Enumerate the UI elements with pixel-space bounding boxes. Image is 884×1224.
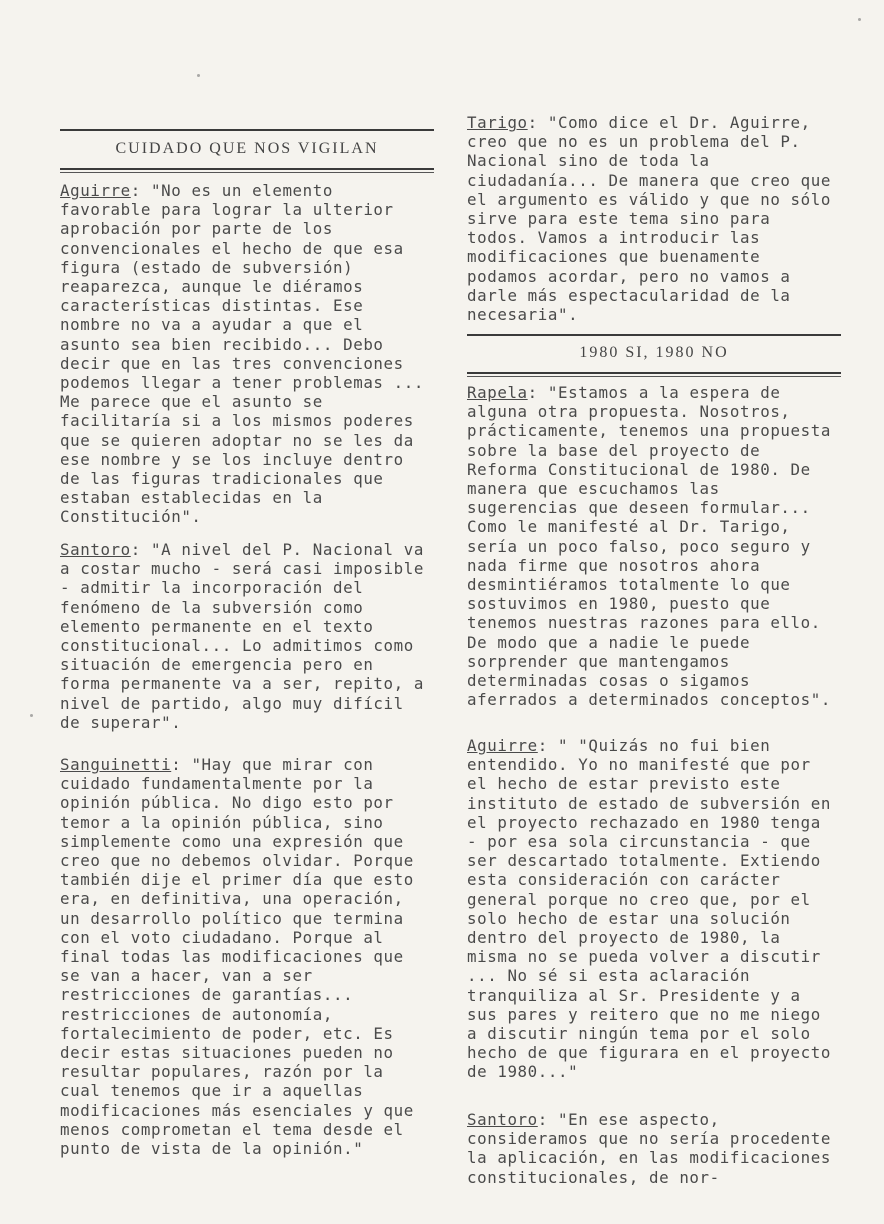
paragraph-rapela [467,383,841,709]
quote-text: : "Hay que mirar con cuidado fundamentalmente por la opinión pública. No digo esto por temor a la opinión pública, sino simplemente como una expresión que creo que no debemos olvidar. Porque también dije el primer día que esto era, en definitiva, una operación, un desarrollo político que termina con el voto ciudadano. Porque al final todas las modificaciones que se van a hacer, van a ser restricciones de garantías... restricciones de autonomía, fortalecimiento de poder, etc. Es decir estas situaciones pueden no resultar populares, razón por la cual tenemos que ir a aquellas modificaciones más esenciales y que menos comprometan el tema desde el punto de vista de la opinión." [60,755,424,1159]
section-rule-top [467,334,841,336]
paragraph-santoro [60,540,434,732]
top-rule [60,129,434,131]
speaker-name: Rapela [467,383,528,402]
quote-text: : " "Quizás no fui bien entendido. Yo no manifesté que por el hecho de estar previsto este instituto de estado de subversión en el proyecto rechazado en 1980 tenga - por esa sola circunstancia - que ser descartado totalmente. Extiendo esta consideración con carácter general porque no creo que, por el solo hecho de estar una solución dentro del proyecto de 1980, la misma no se pueda volver a discutir ... No sé si esta aclaración tranquiliza al Sr. Presidente y a sus pares y reitero que no me niego a discutir ningún tema por el solo hecho de que figurara en el proyecto de 1980..." [467,736,842,1082]
heading-rule-thin [467,376,841,377]
speaker-name: Aguirre [60,181,131,200]
scan-speck [30,714,33,717]
paragraph-tarigo [467,113,841,324]
quote-text: : "A nivel del P. Nacional va a costar mucho - será casi imposible - admitir la incorporación del fenómeno de la subversión como elemento permanente en el texto constitucional... Lo admitimos como situación de emergencia pero en forma permanente va a ser, repito, a nivel de partido, algo muy difícil de superar". [60,540,435,732]
section-heading-cuidado: CUIDADO QUE NOS VIGILAN [115,140,379,157]
paragraph-santoro-2 [467,1110,841,1187]
scan-speck [197,74,200,77]
speaker-name: Aguirre [467,736,538,755]
heading-rule [60,168,434,170]
speaker-name: Sanguinetti [60,755,172,774]
heading-rule [467,372,841,374]
paragraph-aguirre [60,181,434,527]
quote-text: : "Como dice el Dr. Aguirre, creo que no es un problema del P. Nacional sino de toda la ciudadanía... De manera que creo que el argumento es válido y que no sólo sirve para este tema sino para todos. Vamos a introducir las modificaciones que buenamente podamos acordar, pero no vamos a darle más espectacularidad de la necesaria". [467,113,842,325]
section-heading-1980: 1980 SI, 1980 NO [579,344,729,361]
scan-speck [858,18,861,21]
heading-rule-thin [60,172,434,173]
paragraph-sanguinetti [60,755,434,1158]
speaker-name: Tarigo [467,113,528,132]
paragraph-aguirre-2 [467,736,841,1082]
speaker-name: Santoro [60,540,131,559]
speaker-name: Santoro [467,1110,538,1129]
quote-text: : "En ese aspecto, consideramos que no sería procedente la aplicación, en las modificaciones constitucionales, de nor- [467,1110,842,1187]
quote-text: : "No es un elemento favorable para lograr la ulterior aprobación por parte de los convencionales el hecho de que esa figura (estado de subversión) reaparezca, aunque le diéramos características distintas. Ese nombre no va a ayudar a que el asunto sea bien recibido... Debo decir que en las tres convenciones podemos llegar a tener problemas ... Me parece que el asunto se facilitaría si a los mismos poderes que se quieren adoptar no se les da ese nombre y se los incluye dentro de las figuras tradicionales que estaban establecidas en la Constitución". [60,181,435,527]
quote-text: : "Estamos a la espera de alguna otra propuesta. Nosotros, prácticamente, tenemos una propuesta sobre la base del proyecto de Reforma Constitucional de 1980. De manera que escuchamos las sugerencias que deseen formular... Como le manifesté al Dr. Tarigo, sería un poco falso, poco seguro y nada firme que nosotros ahora desmintiéramos totalmente lo que sostuvimos en 1980, puesto que tenemos nuestras razones para ello. De modo que a nadie le puede sorprender que mantengamos determinadas cosas o sigamos aferrados a determinados conceptos". [467,383,842,710]
